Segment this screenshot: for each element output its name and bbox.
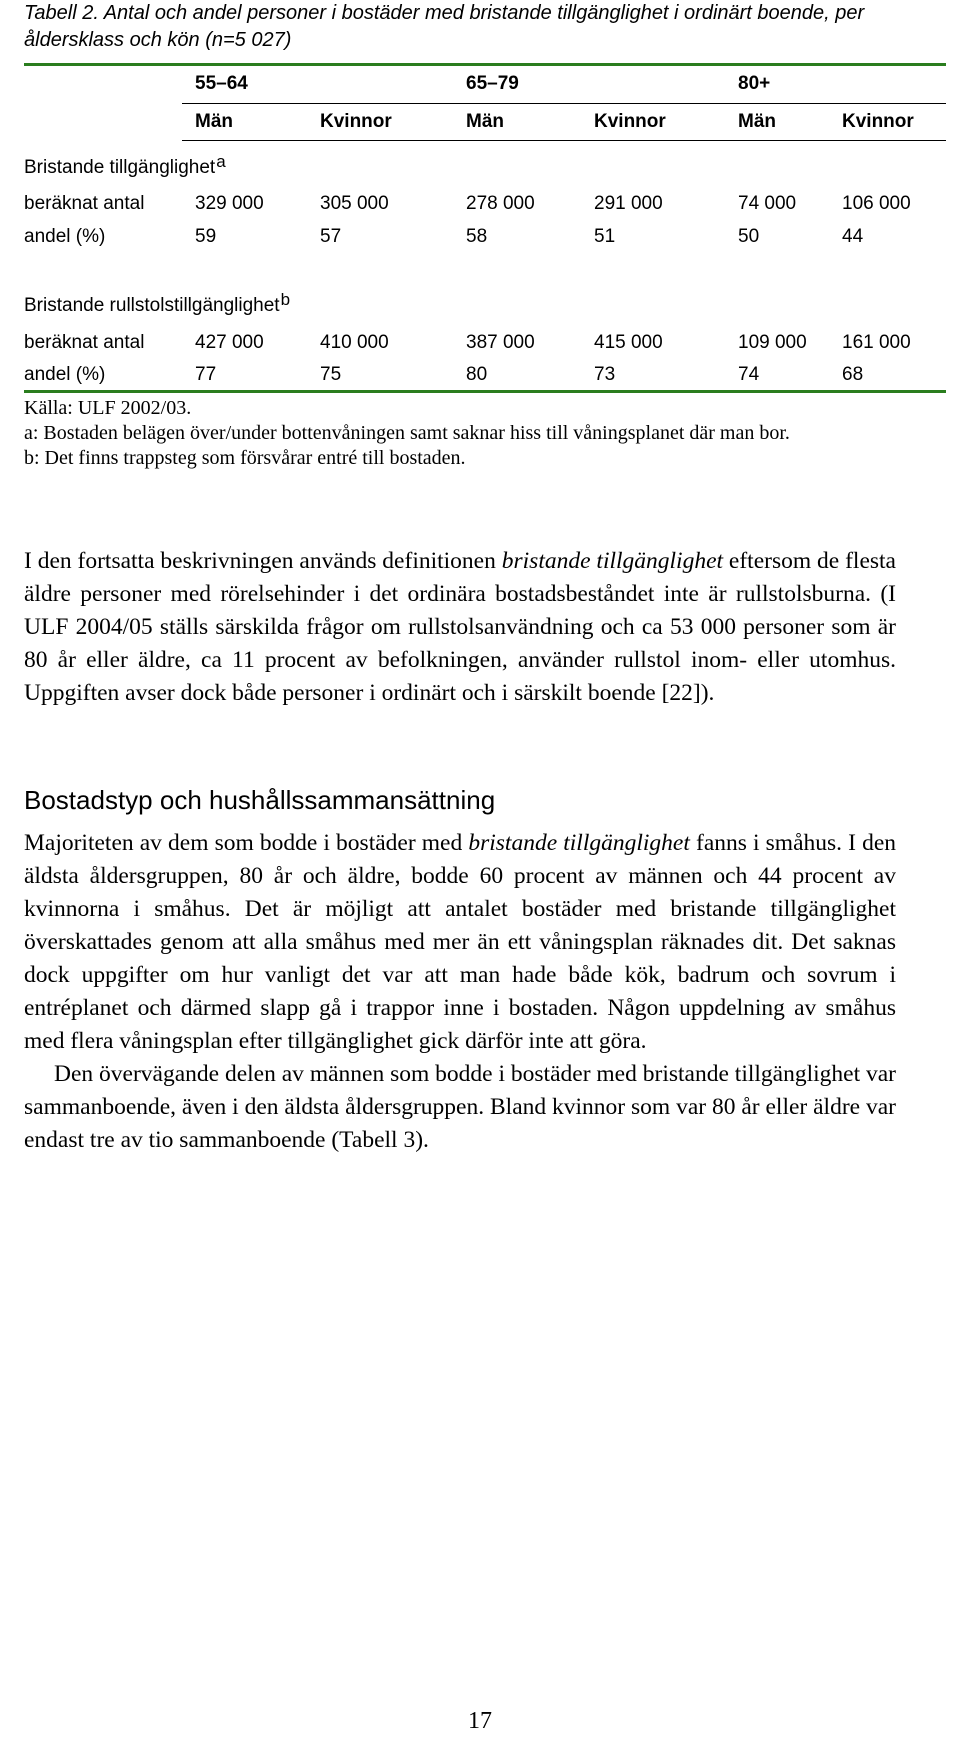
row-label: beräknat antal xyxy=(24,332,145,353)
footnote-marker: b xyxy=(280,290,291,309)
row-label: beräknat antal xyxy=(24,193,145,214)
table-cell: 77 xyxy=(195,364,217,385)
table-cell: 387 000 xyxy=(466,332,535,353)
table-cell: 58 xyxy=(466,226,488,247)
age-group-header: 55–64 xyxy=(195,73,248,94)
table-cell: 51 xyxy=(594,226,616,247)
table-cell: 278 000 xyxy=(466,193,535,214)
table-cell: 68 xyxy=(842,364,864,385)
table-caption: Tabell 2. Antal och andel personer i bostäder med bristande tillgänglighet i ordinärt boende, per åldersklass och kön (n=5 027) xyxy=(24,2,865,51)
header-divider xyxy=(182,103,946,104)
table-cell: 291 000 xyxy=(594,193,663,214)
table-bottom-rule xyxy=(24,390,946,393)
row-label: andel (%) xyxy=(24,364,106,385)
body-paragraph: Den övervägande delen av männen som bodde i bostäder med bristande tillgänglighet var sammanboende, även i den äldsta åldersgruppen. Bland kvinnor som var 80 år eller äldre var endast tre av tio sammanboende (Tabell 3). xyxy=(24,1061,896,1153)
body-paragraph: I den fortsatta beskrivningen används definitionen bristande tillgänglighet eftersom de flesta äldre personer med rörelsehinder i det ordinära bostadsbeståndet inte är rullstolsburna. (I ULF 2004/05 ställs särskilda frågor om rullstolsanvändning och ca 53 000 personer som är 80 år eller äldre, ca 11 procent av befolkningen, använder rullstol inom- eller utomhus. Uppgiften avser dock både personer i ordinärt och i särskilt boende [22]). xyxy=(24,548,896,706)
table-top-rule xyxy=(24,63,946,66)
table-cell: 161 000 xyxy=(842,332,911,353)
table-cell: 57 xyxy=(320,226,342,247)
section-heading: Bostadstyp och hushållssammansättning xyxy=(24,785,496,815)
header-bottom-rule xyxy=(182,140,946,141)
section-label-wheelchair-accessibility: Bristande rullstolstillgänglighet$^b$ xyxy=(24,290,291,316)
sex-header: Män xyxy=(195,111,233,132)
section-label-accessibility: Bristande tillgänglighet$^a$ xyxy=(24,152,226,178)
table-cell: 73 xyxy=(594,364,616,385)
table-source: Källa: ULF 2002/03. xyxy=(24,397,192,419)
table-notes xyxy=(24,396,934,471)
age-group-header: 65–79 xyxy=(466,73,519,94)
table-cell: 75 xyxy=(320,364,342,385)
table-cell: 80 xyxy=(466,364,488,385)
row-label: andel (%) xyxy=(24,226,106,247)
table-cell: 106 000 xyxy=(842,193,911,214)
table-cell: 59 xyxy=(195,226,217,247)
footnote-a: a: Bostaden belägen över/under bottenvåningen samt saknar hiss till våningsplanet där man bor. xyxy=(24,422,790,444)
page-number: 17 xyxy=(468,1708,492,1734)
sex-header: Kvinnor xyxy=(320,111,392,132)
age-group-header: 80+ xyxy=(738,73,771,94)
table-cell: 50 xyxy=(738,226,760,247)
table-cell: 329 000 xyxy=(195,193,264,214)
footnote-b: b: Det finns trappsteg som försvårar entré till bostaden. xyxy=(24,447,466,469)
table-cell: 427 000 xyxy=(195,332,264,353)
sex-header: Män xyxy=(738,111,776,132)
sex-header: Män xyxy=(466,111,504,132)
table-cell: 44 xyxy=(842,226,864,247)
footnote-marker: a xyxy=(216,152,226,171)
table-cell: 74 xyxy=(738,364,760,385)
table-cell: 410 000 xyxy=(320,332,389,353)
sex-header: Kvinnor xyxy=(842,111,914,132)
table-cell: 74 000 xyxy=(738,193,797,214)
sex-header: Kvinnor xyxy=(594,111,666,132)
body-paragraph: Majoriteten av dem som bodde i bostäder med bristande tillgänglighet fanns i småhus. I den äldsta åldersgruppen, 80 år och äldre, bodde 60 procent av männen och 44 procent av kvinnorna i småhus. Det är möjligt att antalet bostäder med bristande tillgänglighet överskattades genom att alla småhus med mer än ett våningsplan räknades dit. Det saknas dock uppgifter om hur vanligt det var att man hade både kök, badrum och sovrum i entréplanet och därmed slapp gå i trappor inne i bostaden. Någon uppdelning av småhus med flera våningsplan efter tillgänglighet gick därför inte att göra. xyxy=(24,830,896,1054)
table-cell: 305 000 xyxy=(320,193,389,214)
table-cell: 415 000 xyxy=(594,332,663,353)
table-cell: 109 000 xyxy=(738,332,807,353)
